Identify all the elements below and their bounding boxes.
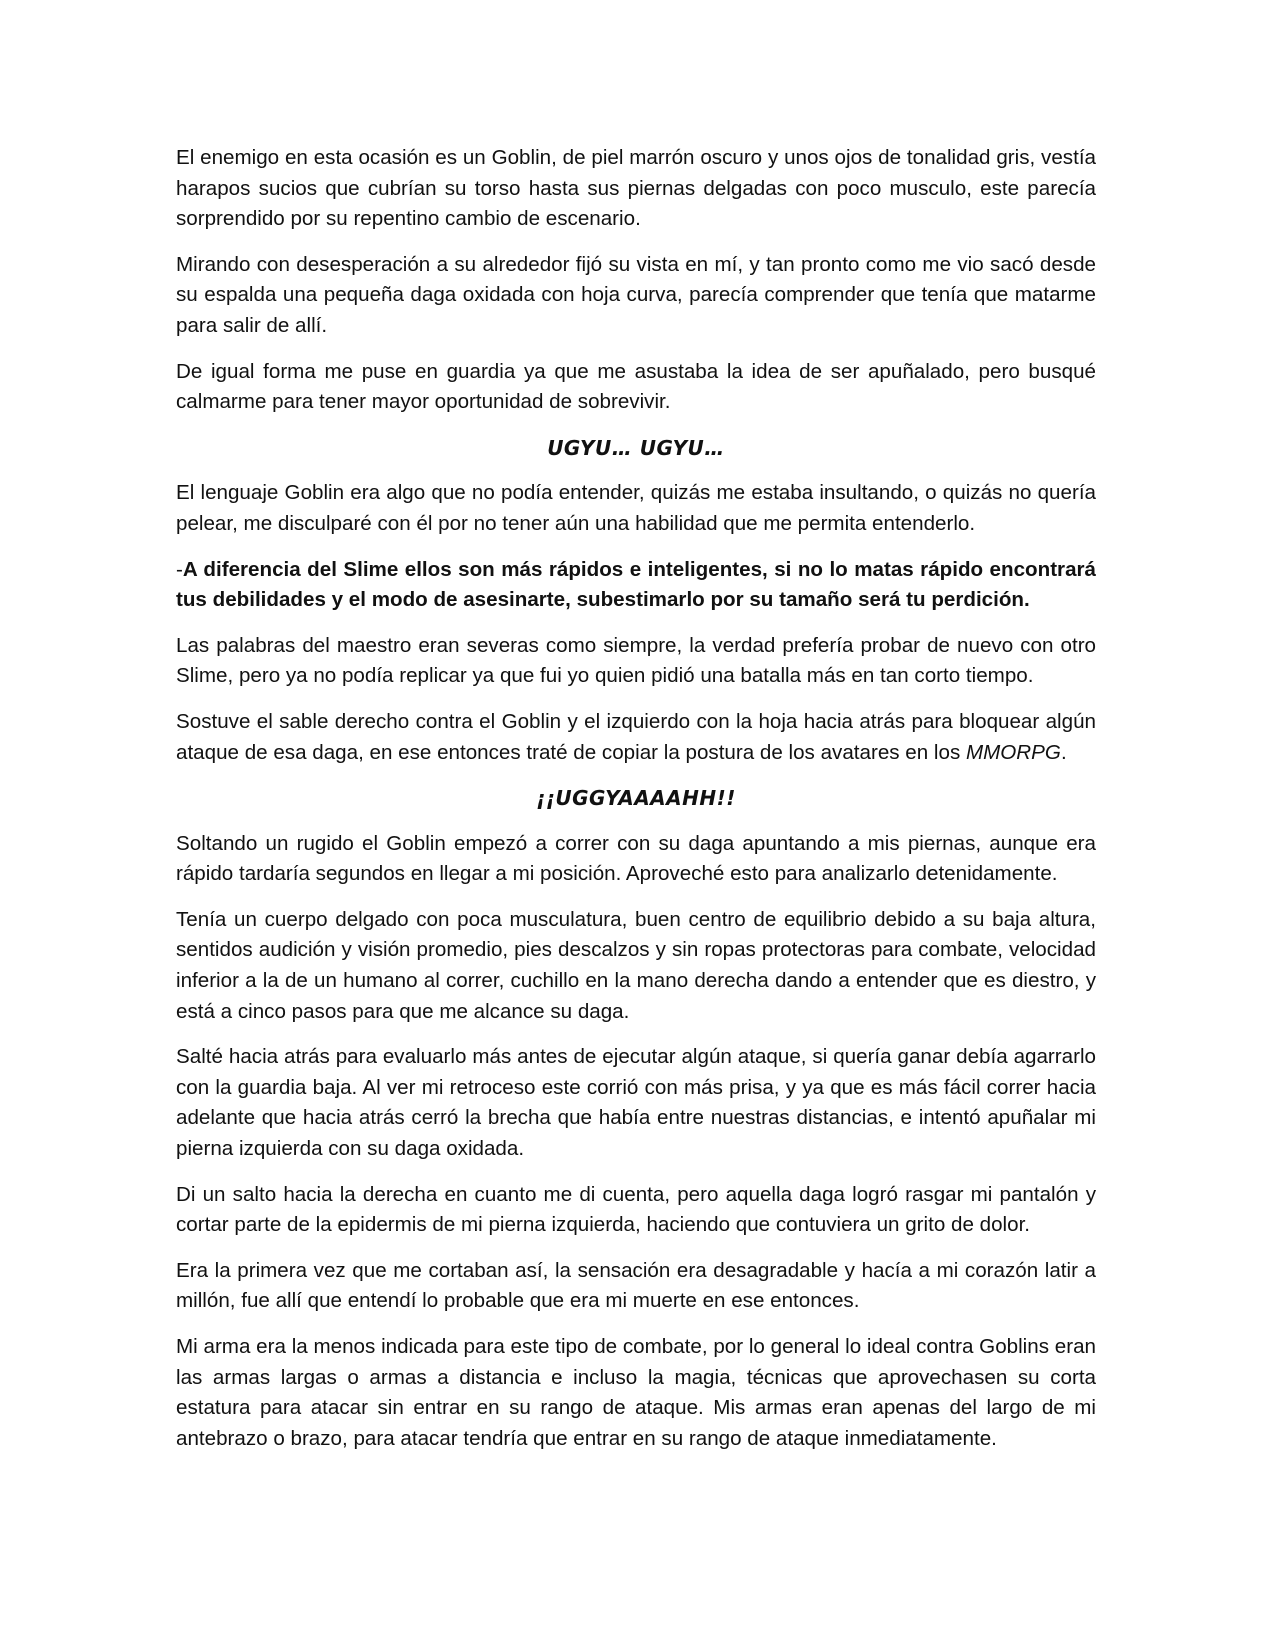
paragraph-6: Las palabras del maestro eran severas como siempre, la verdad prefería probar de nuevo con otro Slime, pero ya no podía replicar ya que fui yo quien pidió una batalla más en tan corto tiempo. [176, 633, 1096, 688]
paragraph-8: Soltando un rugido el Goblin empezó a correr con su daga apuntando a mis piernas, aunque era rápido tardaría segundos en llegar a mi posición. Aproveché esto para analizarlo detenidamente. [176, 831, 1096, 886]
mmorpg-term: MMORPG [965, 740, 1061, 764]
paragraph-10: Salté hacia atrás para evaluarlo más antes de ejecutar algún ataque, si quería ganar debía agarrarlo con la guardia baja. Al ver mi retroceso este corrió con más prisa, y ya que es más fácil correr hacia adelante que hacia atrás cerró la brecha que había entre nuestras distancias, e intentó apuñalar mi pierna izquierda con su daga oxidada. [176, 1045, 1096, 1161]
dialogue-dash: - [176, 557, 183, 581]
paragraph-9: Tenía un cuerpo delgado con poca musculatura, buen centro de equilibrio debido a su baja altura, sentidos audición y visión promedio, pies descalzos y sin ropas protectoras para combate, velocidad inferior a la de un humano al correr, cuchillo en la mano derecha dando a entender que es diestro, y está a cinco pasos para que me alcance su daga. [176, 907, 1096, 1023]
paragraph-7 [176, 707, 1096, 768]
paragraph-11: Di un salto hacia la derecha en cuanto me di cuenta, pero aquella daga logró rasgar mi pantalón y cortar parte de la epidermis de mi pierna izquierda, haciendo que contuviera un grito de dolor. [176, 1182, 1096, 1237]
paragraph-4: El lenguaje Goblin era algo que no podía entender, quizás me estaba insultando, o quizás no quería pelear, me disculparé con él por no tener aún una habilidad que me permita entenderlo. [176, 481, 1096, 535]
goblin-shout-2: ¡¡UGGYAAAAHH!! [536, 786, 736, 811]
paragraph-12: Era la primera vez que me cortaban así, la sensación era desagradable y hacía a mi corazón latir a millón, fue allí que entendí lo probable que era mi muerte en ese entonces. [176, 1258, 1096, 1313]
master-speech: A diferencia del Slime ellos son más rápidos e inteligentes, si no lo matas rápido encontrará tus debilidades y el modo de asesinarte, subestimarlo por su tamaño será tu perdición. [176, 557, 1096, 612]
paragraph-13: Mi arma era la menos indicada para este tipo de combate, por lo general lo ideal contra Goblins eran las armas largas o armas a distancia e incluso la magia, técnicas que aprovechasen su corta estatura para atacar sin entrar en su rango de ataque. Mis armas eran apenas del largo de mi antebrazo o brazo, para atacar tendría que entrar en su rango de ataque inmediatamente. [176, 1335, 1096, 1450]
document-page [176, 143, 1096, 1469]
goblin-shout-1: UGYU… UGYU… [547, 435, 725, 460]
paragraph-7-text: Sostuve el sable derecho contra el Goblin y el izquierdo con la hoja hacia atrás para bloquear algún ataque de esa daga, en ese entonces traté de copiar la postura de los avatares en los [176, 709, 1096, 764]
paragraph-3: De igual forma me puse en guardia ya que me asustaba la idea de ser apuñalado, pero busqué calmarme para tener mayor oportunidad de sobrevivir. [176, 359, 1096, 414]
paragraph-1: El enemigo en esta ocasión es un Goblin, de piel marrón oscuro y unos ojos de tonalidad gris, vestía harapos sucios que cubrían su torso hasta sus piernas delgadas con poco musculo, este parecía sorprendido por su repentino cambio de escenario. [176, 146, 1096, 231]
paragraph-7-end: . [1060, 740, 1067, 764]
paragraph-5-master-speech [176, 555, 1096, 616]
paragraph-2: Mirando con desesperación a su alrededor fijó su vista en mí, y tan pronto como me vio sacó desde su espalda una pequeña daga oxidada con hoja curva, parecía comprender que tenía que matarme para salir de allí. [176, 252, 1096, 337]
